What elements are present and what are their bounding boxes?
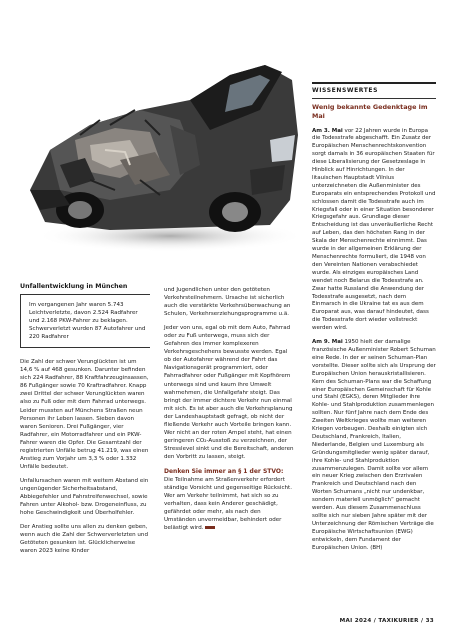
article-paragraph: Unfallursachen waren mit weitem Abstand ein ungenügender Sicherheitsabstand, Abbiegefehler und Fahrstreifenwechsel, sowie Fahren unter Alkohol- bzw. Drogeneinfluss, zu hohe Geschwindigkeit und Überholfehler.: [20, 477, 149, 517]
sidebar-label: WISSENSWERTES: [312, 86, 379, 94]
article-paragraph: [164, 476, 294, 532]
page-footer: MAI 2024 / TAXIKURIER / 33: [339, 618, 434, 624]
article-heading: Unfallentwicklung in München: [20, 282, 150, 295]
article-text: Die Teilnahme am Straßenverkehr erfordert ständige Vorsicht und gegenseitige Rücksicht. Wer am Verkehr teilnimmt, hat sich so zu verhalten, dass kein Anderer geschädigt, gefährdet oder mehr, als nach den Umständen unvermeidbar, behindert oder belästigt wird.: [164, 476, 292, 532]
sidebar-box: [312, 82, 436, 559]
sidebar-paragraph: [312, 339, 436, 552]
article-column-2: [164, 286, 294, 538]
article-paragraph: Jeder von uns, egal ob mit dem Auto, Fahrrad oder zu Fuß unterwegs, muss sich der Gefahren des immer komplexeren Verkehrsgeschehens bewusste werden. Egal ob der Autofahrer während der Fahrt das Navigationsgerät programmiert, oder Fahrradfahrer oder Fußgänger mit Kopfhörern unterwegs sind und kaum ihre Umwelt wahrnehmen, die Unfallgefahr steigt. Das bringt der immer dichtere Verkehr nun einmal mit sich. Es ist aber auch die Verkehrsplanung der Landeshauptstadt gefragt, ob nicht der fließende Verkehr auch Vorteile bringen kann. Wer nicht an der roten Ampel steht, hat einen geringeren CO₂-Ausstoß zu verzeichnen, der Stresslevel sinkt und die Bereitschaft, anderen den Vorbritt zu lassen, steigt.: [164, 325, 294, 460]
sidebar-divider: [312, 98, 436, 99]
sidebar-date: Am 9. Mai: [312, 339, 343, 346]
article-column-1: [20, 282, 150, 561]
article-paragraph: und Jugendlichen unter den getöteten Verkehrsteilnehmern. Ursache ist sicherlich auch die verstärkte Verkehrsüberwachung an Schulen, Verkehrserziehungsprogramme u.ä.: [164, 287, 291, 318]
sidebar-text: 1950 hielt der damalige französische Außenminister Robert Schuman eine Rede. In der er seinen Schuman-Plan vorstellte. Dieser sollte sich als Ursprung der Europäischen Union herauskristallisieren. Kern des Schuman-Plans war die Schaffung einer Europäischen Gemeinschaft für Kohle und Stahl (EGKS), deren Mitglieder ihre Kohle- und Stahlproduktion zusammenlegen sollten. Nur fünf Jahre nach dem Ende des Zweiten Weltkrieges wollte man weiteren Kriegen vorbeugen. Deshalb einigten sich Deutschland, Frankreich, Italien, Niederlande, Belgien und Luxemburg als Gründungsmitglieder wenig später darauf, ihre Kohle- und Stahlproduktion zusammenzulegen. Damit sollte vor allem ein neuer Krieg zwischen den Erzrivalen Frankreich und Deutschland nach den Worten Schumans „nicht nur undenkbar, sondern materiell unmöglich“ gemacht werden. Aus diesem Zusammenschluss sollte sich nur sieben Jahre später mit der Unterzeichnung der Römischen Verträge die Europäische Wirtschaftsunion (EWG) entwickeln, dem Fundament der Europäischen Union. (BH): [312, 339, 436, 551]
article-lead: Im vergangenen Jahr waren 5.743 Leichtverletzte, davon 2.524 Radfahrer und 2.168 PKW-Fahrer zu beklagen. Schwerverletzt wurden 87 Autofahrer und 220 Radfahrer: [20, 295, 150, 348]
sidebar-text: vor 22 Jahren wurde in Europa die Todesstrafe abgeschafft. Ein Zusatz der Europäischen Menschenrechtskonvention sorgt damals in 36 europäischen Staaten für diese Liberalisierung der Gesetzeslage in Hinblick auf Hinrichtungen. In der litauischen Hauptstadt Vilnius unterzeichneten die Außenminister des Europarats ein entsprechendes Protokoll und schlossen damit die Todesstrafe auch im Kriegsfall oder in einer Situation besonderer Kriegsgefahr aus. Grundlage dieser Entscheidung ist das unveräußerliche Recht auf Leben, das den höchsten Rang in der Skala der Menschenrechte einnimmt. Das wurde in der allgemeinen Erklärung der Menschenrechte formuliert, die 1948 von den Vereinten Nationen verabschiedet wurde. Als einziges europäisches Land wendet noch Belarus die Todesstrafe an. Zwar hatte Russland die Anwendung der Todesstrafe ausgesetzt, nach dem Einmarsch in die Ukraine tat es aus dem Europarat aus, was darauf hindeutet, dass die Todesstrafe dort wieder vollstreckt werden wird.: [312, 127, 436, 332]
end-mark-icon: [205, 526, 215, 529]
article-paragraph: Der Anstieg sollte uns allen zu denken geben, wenn auch die Zahl der Schwerverletzten und Getöteten gesunken ist. Glücklicherweise waren 2023 keine Kinder: [20, 524, 148, 555]
sidebar-top-rule: [312, 82, 436, 84]
article-subheading: Denken Sie immer an § 1 der STVO:: [164, 467, 284, 475]
crashed-car-photo: [20, 40, 300, 255]
sidebar-date: Am 3. Mai: [312, 127, 343, 134]
sidebar-paragraph: [312, 128, 436, 334]
article-paragraph: Die Zahl der schwer Verunglückten ist um 14,6 % auf 468 gesunken. Darunter befinden sich 224 Radfahrer, 88 Kraftfahrzeuginsassen, 86 Fußgänger sowie 70 Kraftradfahrer. Knapp zwei Drittel der schwer Verunglückten waren also zu Fuß oder mit dem Fahrrad unterwegs. Leider mussten auf Münchens Straßen neun Personen ihr Leben lassen. Sieben davon waren Senioren. Drei Fußgänger, vier Radfahrer, ein Motorradfahrer und ein PKW-Fahrer waren die Opfer. Die Gesamtzahl der registrierten Unfälle betrug 41.219, was einen Anstieg zum Vorjahr um 3,3 % oder 1.332 Unfälle bedeutet.: [20, 359, 149, 470]
sidebar-title: Wenig bekannte Gedenktage im Mai: [312, 102, 428, 120]
